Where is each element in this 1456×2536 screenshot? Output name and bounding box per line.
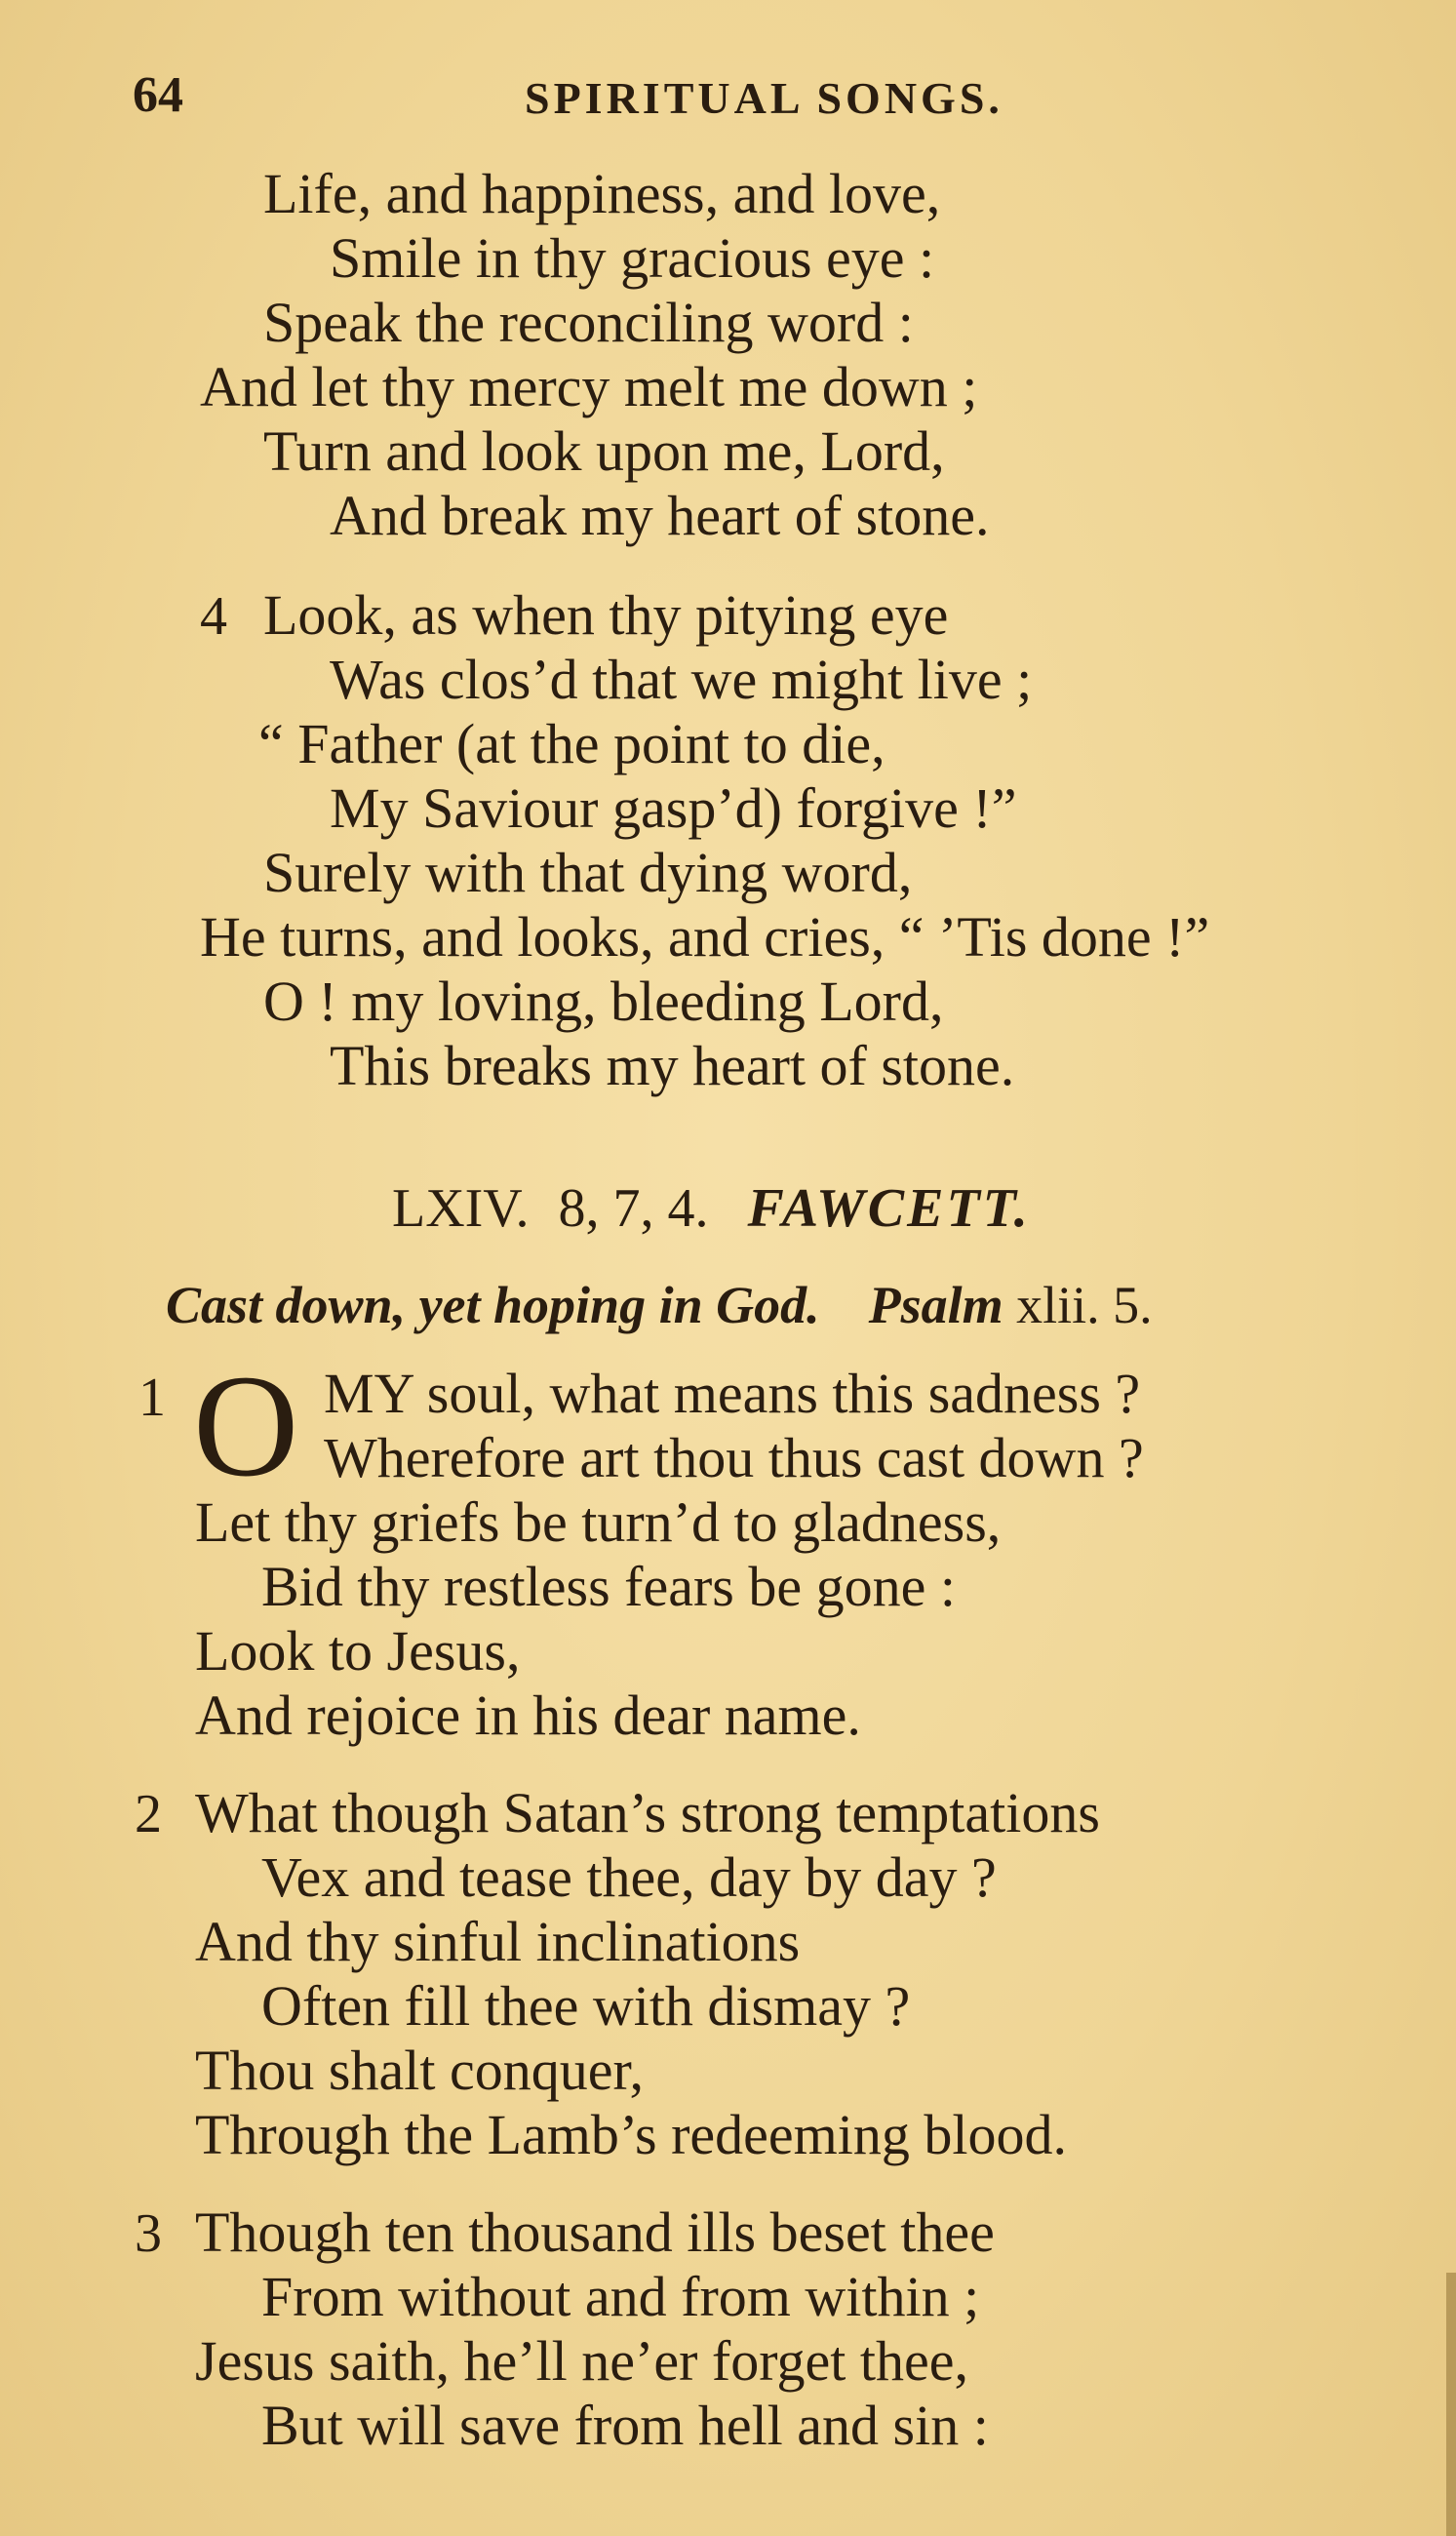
page-number: 64 (133, 67, 183, 123)
verse-line: From without and from within ; (261, 2265, 980, 2328)
verse-line: And break my heart of stone. (330, 484, 990, 547)
scripture-book: Psalm (868, 1276, 1003, 1334)
running-title: SPIRITUAL SONGS. (525, 73, 1003, 123)
verse-line: Through the Lamb’s redeeming blood. (195, 2103, 1067, 2166)
hymn-heading (392, 1177, 1031, 1240)
verse-line: O ! my loving, bleeding Lord, (263, 970, 944, 1033)
verse-number: 4 (200, 586, 227, 647)
verse-line: My Saviour gasp’d) forgive !” (330, 776, 1017, 840)
verse-line: Though ten thousand ills beset thee (195, 2200, 995, 2264)
verse-line: Speak the reconciling word : (263, 291, 914, 354)
verse-line: Jesus saith, he’ll ne’er forget thee, (195, 2329, 968, 2393)
verse-line: But will save from hell and sin : (261, 2394, 989, 2457)
verse-line: Wherefore art thou thus cast down ? (324, 1426, 1144, 1489)
hymn-theme: Cast down, yet hoping in God. (166, 1276, 820, 1334)
verse-line: He turns, and looks, and cries, “ ’Tis done !” (200, 905, 1210, 969)
verse-line: Surely with that dying word, (263, 841, 913, 904)
verse-number: 2 (135, 1784, 162, 1844)
verse-line: This breaks my heart of stone. (330, 1034, 1015, 1097)
verse-line: Turn and look upon me, Lord, (263, 419, 945, 483)
verse-line: Vex and tease thee, day by day ? (261, 1845, 997, 1909)
verse-line: And rejoice in his dear name. (195, 1684, 861, 1747)
verse-line: Life, and happiness, and love, (263, 162, 941, 225)
verse-line: What though Satan’s strong temptations (195, 1781, 1100, 1844)
page-edge-shadow (1446, 2273, 1456, 2536)
verse-line: Was clos’d that we might live ; (330, 648, 1033, 711)
verse-number: 3 (135, 2203, 162, 2264)
verse-line: Smile in thy gracious eye : (330, 226, 935, 290)
verse-line: Let thy griefs be turn’d to gladness, (195, 1490, 1002, 1554)
hymn-author: FAWCETT. (747, 1178, 1031, 1239)
verse-line: And thy sinful inclinations (195, 1910, 801, 1973)
verse-line: Thou shalt conquer, (195, 2039, 644, 2102)
drop-cap: O (193, 1345, 299, 1507)
verse-line: And let thy mercy melt me down ; (200, 355, 978, 418)
hymn-number: LXIV. (392, 1178, 530, 1239)
page-header (0, 66, 1456, 144)
scripture-chapter-verse: xlii. 5. (1003, 1276, 1153, 1334)
verse-number: 1 (138, 1367, 166, 1428)
verse-line: Often fill thee with dismay ? (261, 1974, 911, 2038)
verse-line: MY soul, what means this sadness ? (324, 1362, 1141, 1425)
verse-line: “ Father (at the point to die, (258, 712, 885, 775)
verse-line: Bid thy restless fears be gone : (261, 1555, 956, 1618)
hymn-meter: 8, 7, 4. (558, 1178, 709, 1239)
verse-line: Look, as when thy pitying eye (263, 583, 949, 647)
hymn-subtitle (166, 1275, 1153, 1335)
verse-line: Look to Jesus, (195, 1619, 521, 1683)
